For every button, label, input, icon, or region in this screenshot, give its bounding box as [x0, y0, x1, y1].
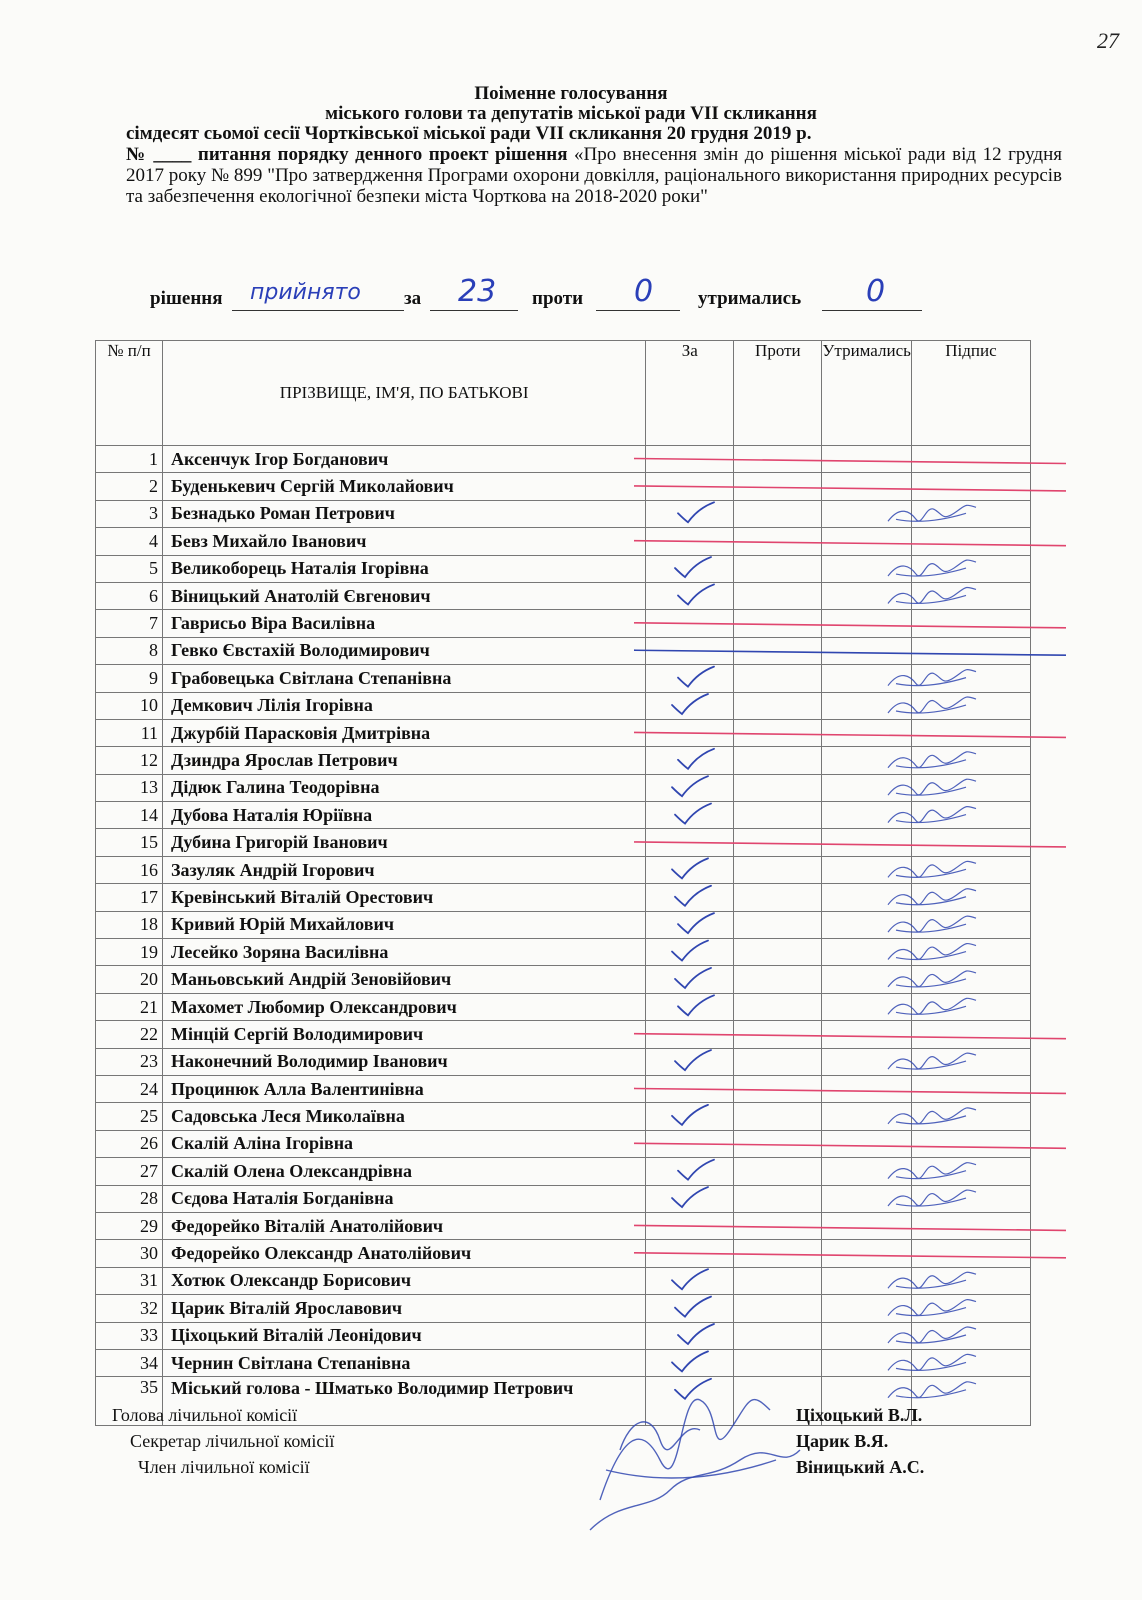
against-cell: [734, 473, 822, 500]
abstain-cell: [822, 1322, 912, 1349]
row-number: 23: [96, 1048, 163, 1075]
abstain-cell: [822, 473, 912, 500]
against-cell: [734, 1185, 822, 1212]
against-cell: [734, 829, 822, 856]
against-cell: [734, 555, 822, 582]
session-line: сімдесят сьомої сесії Чортківської міської ради VII скликання 20 грудня 2019 р.: [126, 123, 812, 144]
row-number: 19: [96, 939, 163, 966]
decision-result: прийнято: [250, 280, 361, 305]
against-cell: [734, 1212, 822, 1239]
row-number: 3: [96, 500, 163, 527]
for-cell: [646, 719, 734, 746]
abstain-cell: [822, 500, 912, 527]
row-number: 9: [96, 665, 163, 692]
signature-cell: [911, 747, 1030, 774]
deputy-name: Безнадько Роман Петрович: [163, 500, 646, 527]
row-number: 4: [96, 528, 163, 555]
decision-label: рішення: [150, 288, 223, 309]
against-cell: [734, 582, 822, 609]
for-cell: [646, 1130, 734, 1157]
abstain-label: утримались: [698, 288, 802, 309]
against-cell: [734, 719, 822, 746]
signature-cell: [911, 637, 1030, 664]
deputy-name: Ціхоцький Віталій Леонідович: [163, 1322, 646, 1349]
for-cell: [646, 1295, 734, 1322]
table-row: [96, 911, 1031, 938]
for-cell: [646, 637, 734, 664]
table-row: [96, 1021, 1031, 1048]
abstain-cell: [822, 1240, 912, 1267]
against-cell: [734, 500, 822, 527]
row-number: 12: [96, 747, 163, 774]
deputy-name: Наконечний Володимир Іванович: [163, 1048, 646, 1075]
for-cell: [646, 1021, 734, 1048]
signature-cell: [911, 1295, 1030, 1322]
header-abstain: Утримались: [822, 341, 912, 446]
signature-cell: [911, 1075, 1030, 1102]
against-cell: [734, 692, 822, 719]
against-cell: [734, 1103, 822, 1130]
abstain-cell: [822, 747, 912, 774]
abstain-cell: [822, 856, 912, 883]
against-cell: [734, 1267, 822, 1294]
signature-cell: [911, 555, 1030, 582]
for-cell: [646, 1377, 734, 1426]
for-cell: [646, 829, 734, 856]
row-number: 29: [96, 1212, 163, 1239]
against-cell: [734, 1021, 822, 1048]
deputy-name: Лесейко Зоряна Василівна: [163, 939, 646, 966]
abstain-cell: [822, 1103, 912, 1130]
row-number: 16: [96, 856, 163, 883]
signature-cell: [911, 939, 1030, 966]
signature-cell: [911, 993, 1030, 1020]
against-cell: [734, 1295, 822, 1322]
table-row: [96, 747, 1031, 774]
signature-cell: [911, 1158, 1030, 1185]
against-cell: [734, 1158, 822, 1185]
signature-cell: [911, 1240, 1030, 1267]
for-cell: [646, 939, 734, 966]
signature-cell: [911, 1103, 1030, 1130]
row-number: 5: [96, 555, 163, 582]
deputy-name: Маньовський Андрій Зеновійович: [163, 966, 646, 993]
table-row: [96, 774, 1031, 801]
against-cell: [734, 1349, 822, 1376]
signature-cell: [911, 802, 1030, 829]
deputy-name: Дзиндра Ярослав Петрович: [163, 747, 646, 774]
row-number: 33: [96, 1322, 163, 1349]
header-for: За: [646, 341, 734, 446]
abstain-cell: [822, 884, 912, 911]
doc-title: Поіменне голосування: [474, 83, 668, 104]
abstain-cell: [822, 528, 912, 555]
table-row: [96, 1240, 1031, 1267]
commission-members: [796, 1402, 924, 1480]
against-cell: [734, 966, 822, 993]
page-number: 27: [1097, 28, 1119, 53]
header-num: № п/п: [96, 341, 163, 446]
signature-cell: [911, 665, 1030, 692]
row-number: 14: [96, 802, 163, 829]
deputy-name: Бевз Михайло Іванович: [163, 528, 646, 555]
abstain-cell: [822, 555, 912, 582]
deputy-name: Грабовецька Світлана Степанівна: [163, 665, 646, 692]
table-row: [96, 966, 1031, 993]
signature-cell: [911, 1349, 1030, 1376]
agenda-question: [126, 144, 1062, 207]
row-number: 30: [96, 1240, 163, 1267]
for-cell: [646, 1185, 734, 1212]
signature-cell: [911, 1377, 1030, 1426]
for-cell: [646, 911, 734, 938]
against-cell: [734, 446, 822, 473]
for-cell: [646, 500, 734, 527]
signature-cell: [911, 582, 1030, 609]
for-cell: [646, 555, 734, 582]
table-row: [96, 446, 1031, 473]
table-row: [96, 528, 1031, 555]
row-number: 20: [96, 966, 163, 993]
table-row: [96, 1185, 1031, 1212]
deputy-name: Федорейко Олександр Анатолійович: [163, 1240, 646, 1267]
deputy-name: Демкович Лілія Ігорівна: [163, 692, 646, 719]
abstain-cell: [822, 1130, 912, 1157]
abstain-cell: [822, 1021, 912, 1048]
abstain-cell: [822, 692, 912, 719]
deputy-name: Кревінський Віталій Орестович: [163, 884, 646, 911]
against-cell: [734, 939, 822, 966]
deputy-name: Віницький Анатолій Євгенович: [163, 582, 646, 609]
row-number: 18: [96, 911, 163, 938]
table-row: [96, 692, 1031, 719]
against-cell: [734, 528, 822, 555]
header-against: Проти: [734, 341, 822, 446]
row-number: 11: [96, 719, 163, 746]
abstain-cell: [822, 1295, 912, 1322]
for-cell: [646, 884, 734, 911]
against-cell: [734, 747, 822, 774]
signature-cell: [911, 446, 1030, 473]
for-label: за: [404, 288, 422, 309]
abstain-count: 0: [866, 274, 886, 309]
abstain-cell: [822, 1075, 912, 1102]
against-cell: [734, 911, 822, 938]
row-number: 22: [96, 1021, 163, 1048]
for-cell: [646, 774, 734, 801]
against-cell: [734, 802, 822, 829]
abstain-cell: [822, 1185, 912, 1212]
commission-person: Царик В.Я.: [796, 1431, 889, 1451]
abstain-cell: [822, 1267, 912, 1294]
for-cell: [646, 446, 734, 473]
abstain-cell: [822, 446, 912, 473]
for-cell: [646, 1212, 734, 1239]
deputy-name: Дідюк Галина Теодорівна: [163, 774, 646, 801]
for-count: 23: [458, 274, 497, 309]
table-row: [96, 1075, 1031, 1102]
for-cell: [646, 1048, 734, 1075]
table-row: [96, 993, 1031, 1020]
abstain-cell: [822, 1349, 912, 1376]
table-row: [96, 1349, 1031, 1376]
signature-cell: [911, 1185, 1030, 1212]
signature-cell: [911, 473, 1030, 500]
row-number: 15: [96, 829, 163, 856]
deputy-name: Дубина Григорій Іванович: [163, 829, 646, 856]
for-cell: [646, 966, 734, 993]
against-cell: [734, 1322, 822, 1349]
against-cell: [734, 993, 822, 1020]
for-cell: [646, 1267, 734, 1294]
signature-cell: [911, 774, 1030, 801]
for-cell: [646, 1103, 734, 1130]
row-number: 32: [96, 1295, 163, 1322]
for-cell: [646, 665, 734, 692]
row-number: 1: [96, 446, 163, 473]
table-row: [96, 582, 1031, 609]
for-cell: [646, 1240, 734, 1267]
table-row: [96, 802, 1031, 829]
against-cell: [734, 1130, 822, 1157]
deputy-name: Зазуляк Андрій Ігорович: [163, 856, 646, 883]
row-number: 27: [96, 1158, 163, 1185]
signature-cell: [911, 610, 1030, 637]
commission-role: Секретар лічильної комісії: [130, 1431, 335, 1451]
signature-cell: [911, 1021, 1030, 1048]
against-cell: [734, 1048, 822, 1075]
signature-cell: [911, 829, 1030, 856]
table-row: [96, 1048, 1031, 1075]
row-number: 7: [96, 610, 163, 637]
for-cell: [646, 1075, 734, 1102]
header-signature: Підпис: [911, 341, 1030, 446]
against-label: проти: [532, 288, 584, 309]
row-number: 34: [96, 1349, 163, 1376]
signature-cell: [911, 1322, 1030, 1349]
deputy-name: Кривий Юрій Михайлович: [163, 911, 646, 938]
table-row: [96, 829, 1031, 856]
signature-cell: [911, 966, 1030, 993]
row-number: 8: [96, 637, 163, 664]
against-cell: [734, 856, 822, 883]
commission-person: Віницький А.С.: [796, 1457, 925, 1477]
abstain-cell: [822, 802, 912, 829]
abstain-cell: [822, 1212, 912, 1239]
table-header-row: [96, 341, 1031, 446]
table-row: [96, 473, 1031, 500]
signature-cell: [911, 884, 1030, 911]
deputy-name: Хотюк Олександр Борисович: [163, 1267, 646, 1294]
deputy-name: Скалій Олена Олександрівна: [163, 1158, 646, 1185]
table-row: [96, 1158, 1031, 1185]
against-cell: [734, 665, 822, 692]
abstain-cell: [822, 719, 912, 746]
row-number: 13: [96, 774, 163, 801]
abstain-cell: [822, 637, 912, 664]
row-number: 26: [96, 1130, 163, 1157]
row-number: 25: [96, 1103, 163, 1130]
row-number: 10: [96, 692, 163, 719]
table-row: [96, 1322, 1031, 1349]
abstain-cell: [822, 911, 912, 938]
signature-cell: [911, 528, 1030, 555]
for-cell: [646, 993, 734, 1020]
abstain-cell: [822, 1048, 912, 1075]
commission-person: Ціхоцький В.Л.: [796, 1405, 923, 1425]
row-number: 31: [96, 1267, 163, 1294]
table-row: [96, 1103, 1031, 1130]
table-row: [96, 1267, 1031, 1294]
against-cell: [734, 637, 822, 664]
deputy-name: Чернин Світлана Степанівна: [163, 1349, 646, 1376]
signature-cell: [911, 1130, 1030, 1157]
deputy-name: Сєдова Наталія Богданівна: [163, 1185, 646, 1212]
table-row: [96, 1295, 1031, 1322]
signature-cell: [911, 856, 1030, 883]
header-name: ПРІЗВИЩЕ, ІМ'Я, ПО БАТЬКОВІ: [163, 341, 646, 446]
signature-cell: [911, 692, 1030, 719]
doc-subtitle: міського голови та депутатів міської ради VII скликання: [325, 103, 817, 124]
against-cell: [734, 774, 822, 801]
for-cell: [646, 528, 734, 555]
table-row: [96, 500, 1031, 527]
deputy-name: Джурбій Парасковія Дмитрівна: [163, 719, 646, 746]
signature-cell: [911, 1212, 1030, 1239]
signature-cell: [911, 719, 1030, 746]
commission-role: Член лічильної комісії: [138, 1457, 310, 1477]
table-row: [96, 884, 1031, 911]
against-cell: [734, 610, 822, 637]
abstain-cell: [822, 829, 912, 856]
abstain-cell: [822, 993, 912, 1020]
for-cell: [646, 692, 734, 719]
abstain-cell: [822, 582, 912, 609]
table-row: [96, 939, 1031, 966]
table-row: [96, 610, 1031, 637]
against-cell: [734, 884, 822, 911]
deputy-name: Аксенчук Ігор Богданович: [163, 446, 646, 473]
table-row: [96, 1130, 1031, 1157]
row-number: 2: [96, 473, 163, 500]
abstain-cell: [822, 610, 912, 637]
row-number: 35: [96, 1377, 163, 1426]
row-number: 6: [96, 582, 163, 609]
commission-signature: [590, 1450, 800, 1530]
table-row: [96, 555, 1031, 582]
signature-cell: [911, 1048, 1030, 1075]
for-cell: [646, 856, 734, 883]
table-row: [96, 856, 1031, 883]
table-row: [96, 719, 1031, 746]
deputy-name: Гевко Євстахій Володимирович: [163, 637, 646, 664]
deputy-name: Федорейко Віталій Анатолійович: [163, 1212, 646, 1239]
deputy-name: Гаврисьо Віра Василівна: [163, 610, 646, 637]
deputy-name: Міський голова - Шматько Володимир Петрович: [163, 1377, 646, 1426]
table-row: [96, 665, 1031, 692]
row-number: 17: [96, 884, 163, 911]
abstain-cell: [822, 1158, 912, 1185]
abstain-cell: [822, 939, 912, 966]
against-cell: [734, 1240, 822, 1267]
row-number: 28: [96, 1185, 163, 1212]
deputy-name: Великоборець Наталія Ігорівна: [163, 555, 646, 582]
abstain-cell: [822, 966, 912, 993]
deputy-name: Процинюк Алла Валентинівна: [163, 1075, 646, 1102]
votes-table: [95, 340, 1031, 1426]
deputy-name: Мінцій Сергій Володимирович: [163, 1021, 646, 1048]
commission-roles: [112, 1402, 334, 1480]
row-number: 24: [96, 1075, 163, 1102]
against-cell: [734, 1075, 822, 1102]
for-cell: [646, 747, 734, 774]
for-cell: [646, 802, 734, 829]
deputy-name: Скалій Аліна Ігорівна: [163, 1130, 646, 1157]
deputy-name: Дубова Наталія Юріївна: [163, 802, 646, 829]
table-row: [96, 1212, 1031, 1239]
question-text: «Про внесення змін до рішення міської ради від 12 грудня 2017 року № 899 "Про затвердження Програми охорони довкілля, раціонального використання природних ресурсів та забезпечення екологічної безпеки міста Чорткова на 2018-2020 роки": [126, 144, 1063, 207]
deputy-name: Садовська Леся Миколаївна: [163, 1103, 646, 1130]
abstain-cell: [822, 665, 912, 692]
for-cell: [646, 473, 734, 500]
for-cell: [646, 1349, 734, 1376]
deputy-name: Махомет Любомир Олександрович: [163, 993, 646, 1020]
for-cell: [646, 1322, 734, 1349]
question-prefix: № ____ питання порядку денного проект рішення: [126, 144, 568, 165]
for-cell: [646, 582, 734, 609]
row-number: 21: [96, 993, 163, 1020]
signature-cell: [911, 911, 1030, 938]
table-row: [96, 637, 1031, 664]
against-count: 0: [634, 274, 654, 309]
signature-cell: [911, 1267, 1030, 1294]
for-cell: [646, 610, 734, 637]
abstain-cell: [822, 774, 912, 801]
deputy-name: Буденькевич Сергій Миколайович: [163, 473, 646, 500]
commission-role: Голова лічильної комісії: [112, 1405, 298, 1425]
for-cell: [646, 1158, 734, 1185]
signature-cell: [911, 500, 1030, 527]
deputy-name: Царик Віталій Ярославович: [163, 1295, 646, 1322]
